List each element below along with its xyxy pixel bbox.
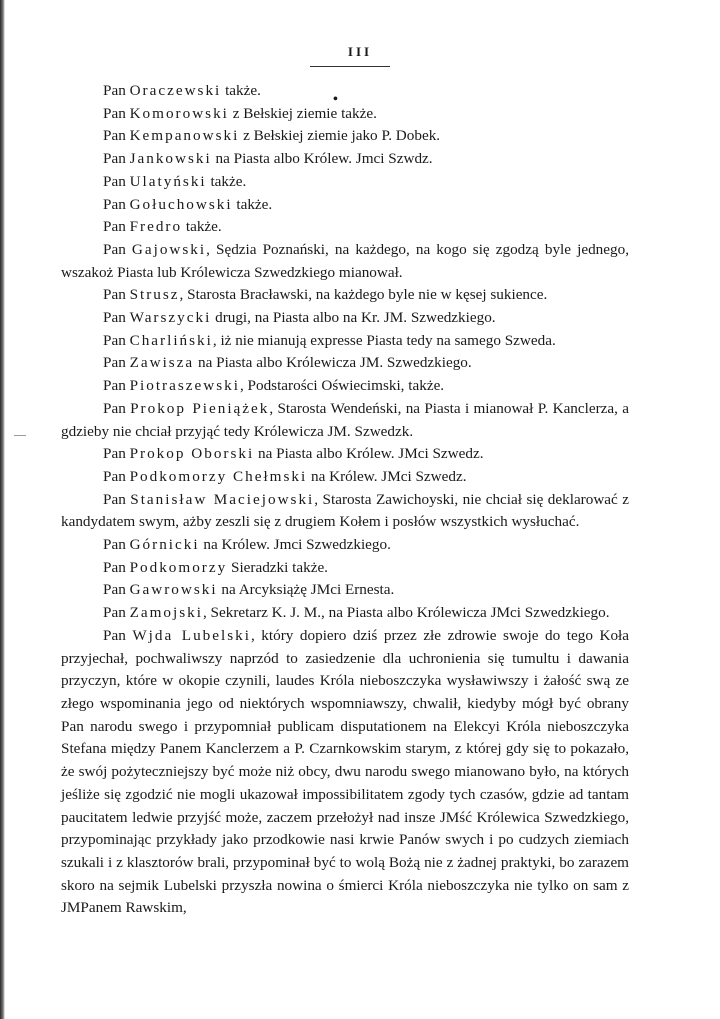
paragraph <box>61 148 629 171</box>
paragraph-prefix: Pan <box>103 82 130 99</box>
paragraph-text: , iż nie mianują expresse Piasta tedy na samego Szweda. <box>212 331 556 349</box>
person-name: Piotraszewski <box>129 377 240 395</box>
paragraph-prefix: Pan <box>103 377 130 395</box>
person-name: Komorowski <box>129 104 229 122</box>
paragraph <box>61 375 629 398</box>
margin-mark: — <box>14 427 26 441</box>
paragraph <box>61 579 629 602</box>
person-name: Zamojski <box>129 604 203 622</box>
person-name: Wjda Lubelski <box>132 626 251 644</box>
paragraph <box>61 330 629 353</box>
person-name: Fredro <box>129 218 183 236</box>
paragraph-text: , Podstarości Oświecimski, także. <box>239 377 445 395</box>
header-rule <box>310 66 390 67</box>
person-name: Gołuchowski <box>129 195 233 213</box>
paragraph-text: z Bełskiej ziemie jako P. Dobek. <box>239 127 441 145</box>
person-name: Podkomorzy Chełmski <box>129 467 308 485</box>
paragraph-text: na Królew. JMci Szwedz. <box>307 467 467 485</box>
person-name: Zawisza <box>129 354 195 372</box>
paragraph-text: , Starosta Bracławski, na każdego byle nie w kęsej sukience. <box>179 286 548 304</box>
paragraph-text: , Sekretarz K. J. M., na Piasta albo Królewicza JMci Szwedzkiego. <box>202 604 610 622</box>
paragraph <box>61 466 629 489</box>
page-number: III <box>347 44 373 59</box>
paragraph-prefix: Pan <box>103 150 130 168</box>
stray-dot: • <box>333 92 338 107</box>
paragraph-prefix: Pan <box>103 445 130 463</box>
paragraph <box>61 443 629 466</box>
paragraph-prefix: Pan <box>103 309 130 327</box>
person-name: Podkomorzy <box>129 558 228 576</box>
person-name: Warszycki <box>129 309 212 327</box>
paragraph <box>61 125 629 148</box>
paragraph <box>61 80 629 103</box>
paragraph-text: na Piasta albo Królew. JMci Szwedz. <box>254 445 484 463</box>
paragraph <box>61 602 629 625</box>
person-name: Ulatyński <box>129 172 207 190</box>
paragraph-text: , który dopiero dziś przez złe zdrowie swoje do tego Koła przyjechał, pochwaliwszy naprzód to zasiedzenie dla uchronienia się tumultu i dawania przyczyn, które w okopie czynili, laudes Króla nieboszczyka wysławiwszy i żałość swą ze złego wspominania jego od niektórych wspomniawszy, chwalił, kiedyby mógł być obrany Pan narodu swego i przypomniał publicam disputationem na Elekcyi Króla nieboszczyka Stefana między Panem Kanclerzem a P. Czarnkowskim starym, z której gdy się to pokazało, że swój pożyteczniejszy być może niż obcy, dwu narodu swego mianowano było, na których jeśliże się zgodzić nie mogli ukazował impossibilitatem zgody tych czasów, gdzie ad tantam paucitatem ledwie przyjść może, zaczem przełożył nad insze JMść Królewica Szwedzkiego, przypominając przykłady jako przodkowie nasi krwie Panów swych i po cudzych ziemiach szukali i z klasztorów brali, przypominał być to wolą Bożą nie z żadnej praktyki, bo zarazem skoro na sejmik Lubelski przyszła nowina o śmierci Króla nieboszczyka nie tylko on sam z JMPanem Rawskim, <box>61 626 630 917</box>
paragraph-prefix: Pan <box>103 490 131 508</box>
paragraph-text: Sieradzki także. <box>227 558 328 576</box>
person-name: Charliński <box>129 331 213 349</box>
paragraph-text: z Bełskiej ziemie także. <box>228 104 377 122</box>
person-name: Stanisław Maciejowski <box>130 490 315 508</box>
paragraph-text: także. <box>232 195 273 213</box>
paragraph-prefix: Pan <box>103 354 130 372</box>
paragraph-prefix: Pan <box>103 626 133 644</box>
paragraph <box>61 557 629 580</box>
paragraph-prefix: Pan <box>103 286 130 304</box>
person-name: Kempanowski <box>129 127 240 145</box>
paragraph-prefix: Pan <box>103 604 130 622</box>
paragraph <box>61 284 629 307</box>
paragraph <box>61 489 629 534</box>
paragraph <box>61 103 629 126</box>
paragraph-text: także. <box>182 218 222 236</box>
paragraph-prefix: Pan <box>103 558 130 576</box>
page-binding-edge <box>0 0 5 1019</box>
paragraph-text: , Starosta Wendeński, na Piasta i mianował P. Kanclerza, a gdzieby nie chciał przyjąć tedy Królewicza JM. Szwedzk. <box>61 399 630 440</box>
paragraph-text: na Piasta albo Królewicza JM. Szwedzkiego. <box>194 354 472 372</box>
paragraph-prefix: Pan <box>103 172 130 190</box>
paragraph-prefix: Pan <box>103 331 130 349</box>
person-name: Jankowski <box>129 150 212 168</box>
paragraph-prefix: Pan <box>103 467 130 485</box>
paragraph-prefix: Pan <box>103 581 130 599</box>
paragraph-text: drugi, na Piasta albo na Kr. JM. Szwedzkiego. <box>211 309 496 327</box>
paragraph-prefix: Pan <box>103 536 130 554</box>
paragraph-prefix: Pan <box>103 399 131 417</box>
paragraph <box>61 398 629 443</box>
person-name: Prokop Oborski <box>129 445 255 463</box>
body-text <box>61 80 629 920</box>
person-name: Gawrowski <box>129 581 218 599</box>
paragraph <box>61 625 629 920</box>
person-name: Gajowski <box>131 240 207 258</box>
paragraph <box>61 352 629 375</box>
paragraph-text: także. <box>221 82 261 99</box>
paragraph <box>61 194 629 217</box>
paragraph-text: także. <box>206 172 247 190</box>
paragraph <box>61 307 629 330</box>
paragraph <box>61 171 629 194</box>
paragraph <box>61 534 629 557</box>
person-name: Górnicki <box>129 536 200 554</box>
paragraph-prefix: Pan <box>103 218 130 236</box>
paragraph-text: na Piasta albo Królew. Jmci Szwdz. <box>211 150 433 168</box>
paragraph-text: , Sędzia Poznański, na każdego, na kogo się zgodzą byle jednego, wszakoż Piasta lub Królewicza Szwedzkiego mianował. <box>61 240 629 281</box>
paragraph-prefix: Pan <box>103 240 132 258</box>
person-name: Strusz <box>129 286 180 304</box>
paragraph <box>61 239 629 284</box>
paragraph-text: na Królew. Jmci Szwedzkiego. <box>199 536 391 554</box>
paragraph-prefix: Pan <box>103 195 130 213</box>
person-name: Prokop Pieniążek <box>130 399 270 417</box>
paragraph-text: na Arcyksiążę JMci Ernesta. <box>217 581 395 599</box>
paragraph-prefix: Pan <box>103 127 130 145</box>
person-name: Oraczewski <box>129 82 222 99</box>
paragraph <box>61 216 629 239</box>
paragraph-prefix: Pan <box>103 104 130 122</box>
paragraph-text: , Starosta Zawichoyski, nie chciał się deklarować z kandydatem swym, ażby zeszli się z drugiem Kołem i posłów wszystkich wysłuchać. <box>61 490 630 531</box>
